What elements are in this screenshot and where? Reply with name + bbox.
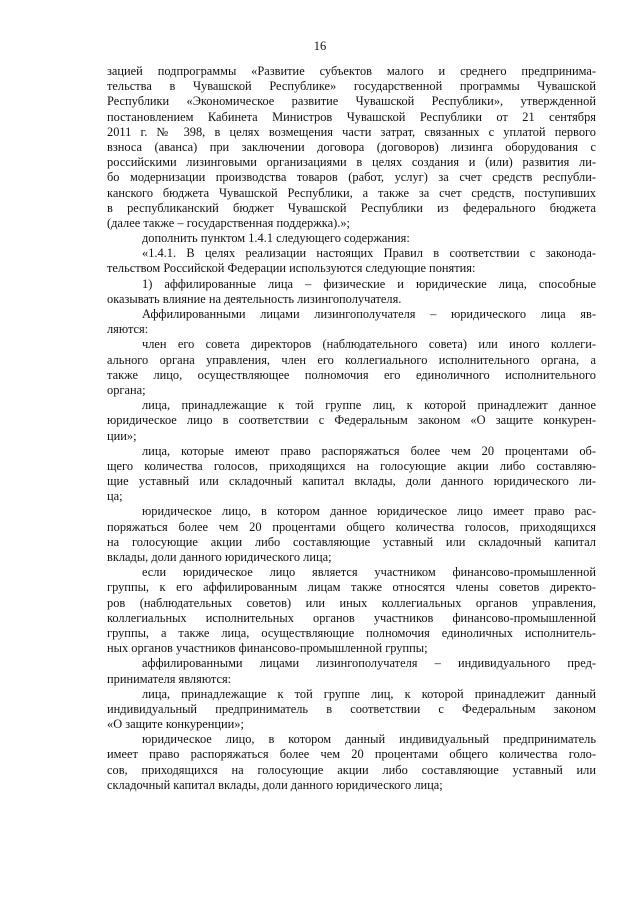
text-line: сов, приходящихся на голосующие акции либо составляющие уставный или <box>107 762 596 777</box>
text-line: дополнить пунктом 1.4.1 следующего содержания: <box>142 231 410 246</box>
text-line: коллегиальных исполнительных органов участников финансово-промышленной <box>107 610 596 625</box>
text-line: лица, принадлежащие к той группе лиц, к которой принадлежит данный <box>142 686 596 701</box>
text-line: органа; <box>107 382 146 397</box>
text-line: индивидуальный предприниматель в соответствии с Федеральным законом <box>107 701 596 716</box>
text-line: группы, а также лица, осуществляющие полномочия единоличных исполнитель- <box>107 625 596 640</box>
text-line: канского бюджета Чувашской Республики, а также за счет средств, поступивших <box>107 185 596 200</box>
text-line: принимателя являются: <box>107 671 232 686</box>
text-line: ров (наблюдательных советов) или иных коллегиальных органов управления, <box>107 595 596 610</box>
document-body <box>107 64 596 793</box>
text-line: 2011 г. № 398, в целях возмещения части затрат, связанных с уплатой первого <box>107 124 596 139</box>
text-line: лица, принадлежащие к той группе лиц, к которой принадлежит данное <box>142 398 596 413</box>
text-line: тельством Российской Федерации используются следующие понятия: <box>107 261 476 276</box>
text-line: юридическое лицо, в котором данное юридическое лицо имеет право рас- <box>142 504 596 519</box>
text-line: юридическое лицо в соответствии с Федеральным законом «О защите конкурен- <box>107 413 596 428</box>
text-line: ляются: <box>107 322 149 337</box>
text-line: поряжаться более чем 20 процентами общего количества голосов, приходящихся <box>107 519 596 534</box>
text-line: группы, к его аффилированным лицам также относятся члены советов директо- <box>107 580 596 595</box>
text-line: бо модернизации производства товаров (работ, услуг) за счет средств республи- <box>107 170 596 185</box>
text-line: член его совета директоров (наблюдательного совета) или иного коллеги- <box>142 337 596 352</box>
text-line: имеет право распоряжаться более чем 20 процентами общего количества голо- <box>107 747 596 762</box>
text-line: на голосующие акции либо составляющие уставный или складочный капитал <box>107 534 596 549</box>
text-line: ца; <box>107 489 123 504</box>
text-line: если юридическое лицо является участником финансово-промышленной <box>142 565 596 580</box>
text-line: зацией подпрограммы «Развитие субъектов малого и среднего предпринима- <box>107 64 596 78</box>
text-line: Аффилированными лицами лизингополучателя – юридического лица яв- <box>142 307 596 321</box>
text-line: также лицо, осуществляющее полномочия его единоличного исполнительного <box>107 367 596 382</box>
text-line: щего количества голосов, приходящихся на голосующие акции либо составляю- <box>107 458 596 473</box>
text-line: взноса (аванса) при заключении договора (договоров) лизинга оборудования с <box>107 139 596 154</box>
text-line: в республиканский бюджет Чувашской Республики из федерального бюджета <box>107 200 596 215</box>
text-line: (далее также – государственная поддержка).»; <box>107 215 350 230</box>
text-line: лица, которые имеют право распоряжаться более чем 20 процентами об- <box>142 443 596 458</box>
text-line: аффилированными лицами лизингополучателя – индивидуального пред- <box>142 656 596 671</box>
text-line: вклады, доли данного юридического лица; <box>107 550 332 564</box>
text-line: 1) аффилированные лица – физические и юридические лица, способные <box>142 276 596 291</box>
text-line: «О защите конкуренции»; <box>107 717 244 732</box>
text-line: тельства в Чувашской Республике» государственной программы Чувашской <box>107 79 596 94</box>
text-line: российскими лизинговыми организациями в целях создания и (или) развития ли- <box>107 155 596 170</box>
text-line: ального органа управления, член его коллегиального исполнительного органа, а <box>107 352 596 367</box>
text-line: ных органов участников финансово-промышленной группы; <box>107 641 428 656</box>
text-line: ции»; <box>107 428 137 443</box>
text-line: Республики «Экономическое развитие Чувашской Республики», утвержденной <box>107 94 596 109</box>
page-number: 16 <box>313 39 327 53</box>
text-line: «1.4.1. В целях реализации настоящих Правил в соответствии с законода- <box>142 246 596 261</box>
text-line: щие уставный или складочный капитал вклады, доли данного юридического ли- <box>107 474 596 489</box>
text-line: юридическое лицо, в котором данный индивидуальный предприниматель <box>142 732 596 747</box>
text-line: складочный капитал вклады, доли данного юридического лица; <box>107 777 443 792</box>
text-line: постановлением Кабинета Министров Чувашской Республики от 21 сентября <box>107 109 596 124</box>
text-line: оказывать влияние на деятельность лизингополучателя. <box>107 291 402 306</box>
